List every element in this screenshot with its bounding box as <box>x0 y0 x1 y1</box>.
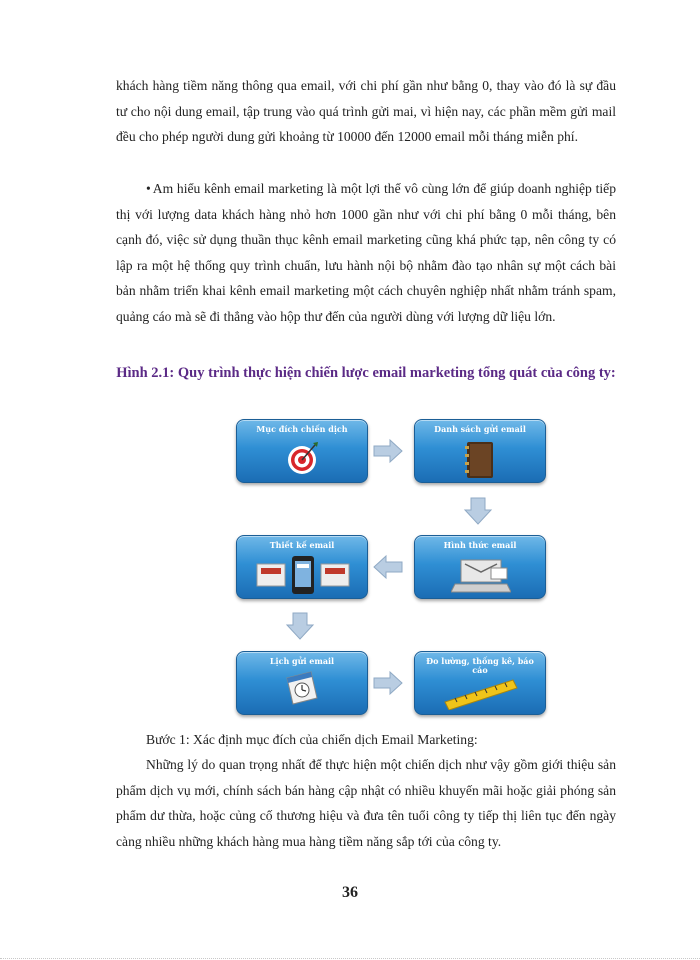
step-label: Danh sách gửi email <box>434 424 526 434</box>
arrow-down-icon <box>463 496 493 526</box>
email-design-icon <box>255 552 351 596</box>
arrow-right-icon <box>372 438 404 464</box>
arrow-down-icon <box>285 611 315 641</box>
paragraph-bullet <box>116 176 616 329</box>
step-label: Hình thức email <box>443 540 517 550</box>
address-book-icon <box>463 440 497 480</box>
arrow-left-icon <box>372 554 404 580</box>
step-label: Lịch gửi email <box>269 656 335 666</box>
paragraph-intro: khách hàng tiềm năng thông qua email, với chi phí gần như bằng 0, thay vào đó là sự đầu tư cho nội dung email, tập trung vào quá trình gửi mai, vì hiện nay, các phần mềm gửi mail đều cho phép người dung gửi khoảng từ 10000 đến 12000 email mỗi tháng miễn phí. <box>116 78 616 144</box>
step-1-heading: Bước 1: Xác định mục đích của chiến dịch Email Marketing: <box>146 732 478 747</box>
paragraph-step-1: Những lý do quan trọng nhất để thực hiện một chiến dịch như vậy gồm giới thiệu sản phẩm dịch vụ mới, chính sách bán hàng cập nhật có nhiều khuyến mãi hoặc giải phóng sản phẩm dư thừa, hoặc củng cố thương hiệu và đưa tên tuổi công ty tiếp thị liên tục đến ngày càng nhiều những khách hàng mua hàng tiềm năng sắp tới của công ty. <box>116 757 616 849</box>
bullet-icon: • <box>146 181 151 196</box>
arrow-right-icon <box>372 670 404 696</box>
figure-caption: Hình 2.1: Quy trình thực hiện chiến lược email marketing tổng quát của công ty: <box>116 365 616 381</box>
step-box-campaign-goal <box>236 419 368 483</box>
step-box-email-format <box>414 535 546 599</box>
step-label: Đo lường, thống kê, báo cáo <box>426 656 534 675</box>
step-box-email-list <box>414 419 546 483</box>
step-box-measurement <box>414 651 546 715</box>
laptop-icon <box>451 554 511 596</box>
paragraph-bullet-text: Am hiểu kênh email marketing là một lợi thế vô cùng lớn để giúp doanh nghiệp tiếp thị với lượng data khách hàng nhỏ hơn 1000 gần như với chi phí bằng 0 mỗi tháng, bên cạnh đó, việc sử dụng thuần thục kênh email marketing cũng khá phức tạp, nên công ty có lập ra một hệ thống quy trình chuẩn, lưu hành nội bộ nhằm đào tạo nhân sự một cách bài bản nhằm triển khai kênh email marketing một cách chuyên nghiệp nhất nhằm tránh spam, quảng cáo mà sẽ đi thẳng vào hộp thư đến của người dùng với lượng dữ liệu lớn. <box>116 181 616 324</box>
step-box-email-schedule <box>236 651 368 715</box>
step-box-email-design <box>236 535 368 599</box>
calendar-icon <box>281 668 323 710</box>
step-label: Mục đích chiến dịch <box>256 424 348 434</box>
page-bottom-rule <box>0 958 700 959</box>
target-icon <box>282 436 322 476</box>
measuring-tape-icon <box>443 674 519 710</box>
page-number: 36 <box>342 884 358 901</box>
step-label: Thiết kế email <box>269 540 335 550</box>
